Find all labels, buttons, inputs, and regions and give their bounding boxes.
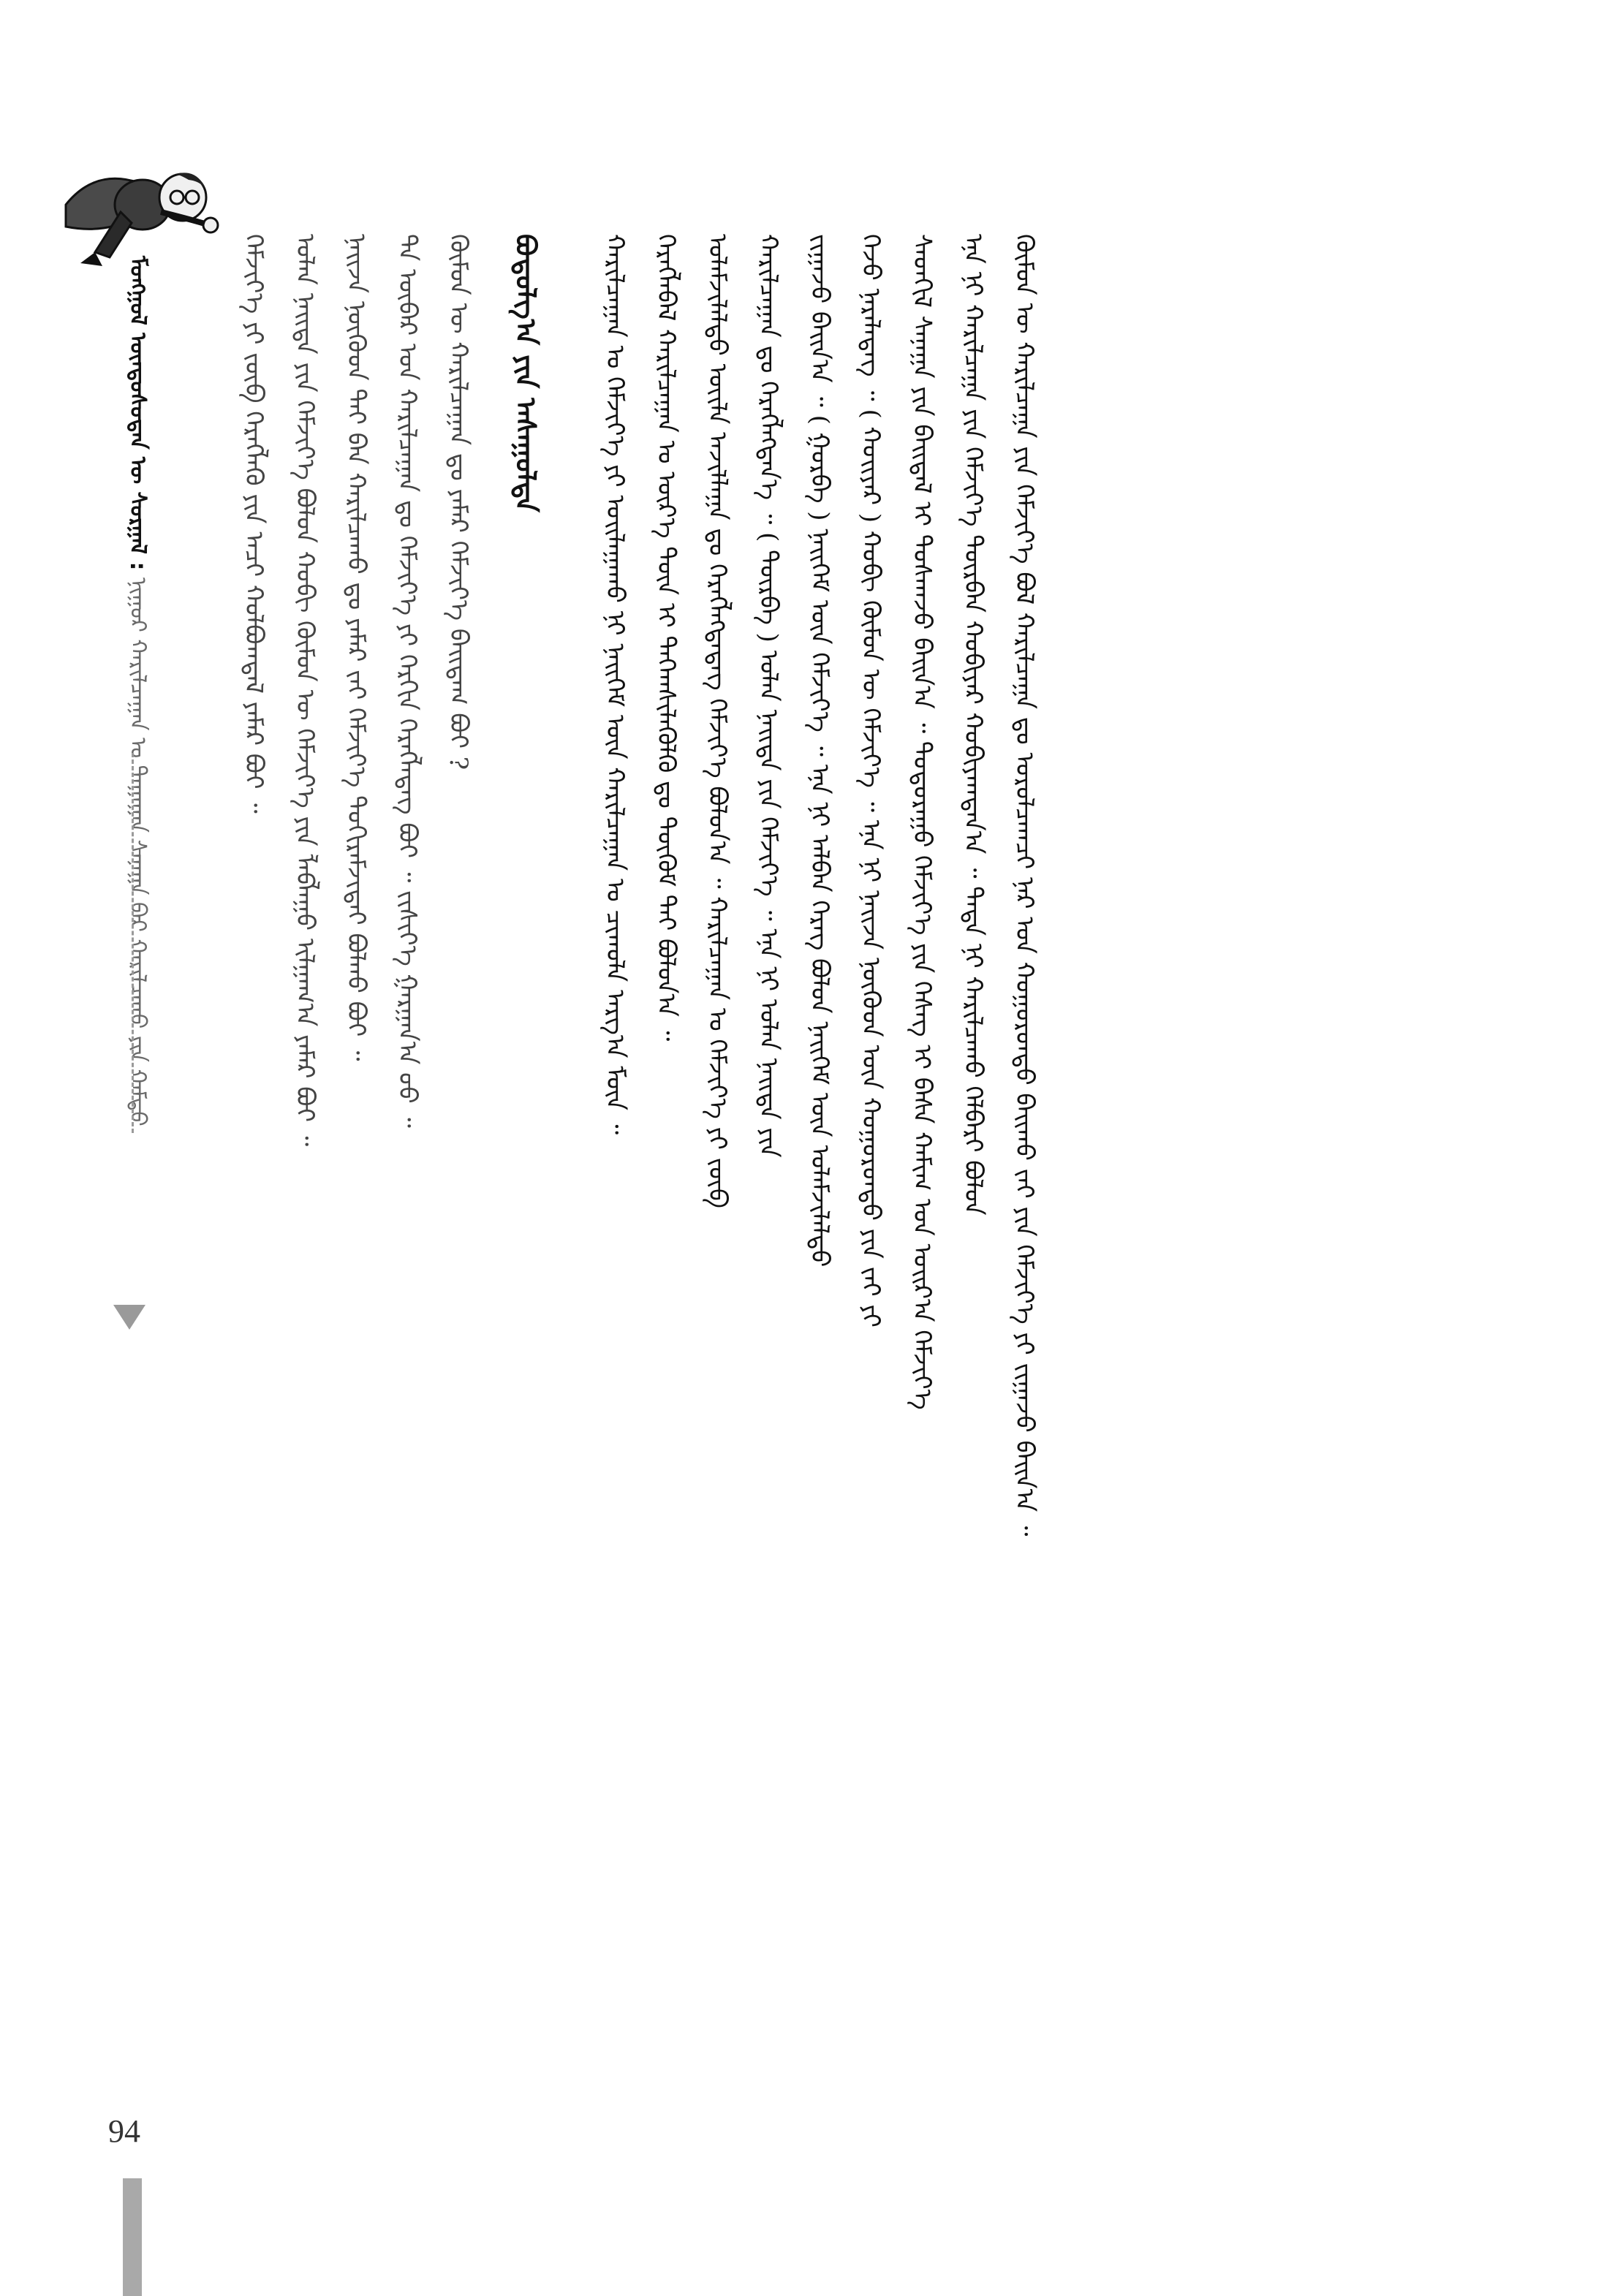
arrow-down-icon xyxy=(113,1305,145,1330)
question-line-3: ᠨᠠᠢᠵᠠ ᠨᠦᠬᠦᠳ ᠲᠡᠢ ᠪᠠᠨ ᠬᠠᠷᠢᠯᠴᠠᠬᠤ ᠳᠤ ᠶᠠᠮᠠᠷ ᠵᠠᠢ ᠬᠡᠮᠵᠢᠶ᠎ᠡ ᠲᠣᠬᠢᠷᠠᠮᠵᠢᠲᠠᠢ ᠪᠣᠯᠬᠤ ᠪᠤᠢ ᠃ xyxy=(341,234,371,1061)
paragraph-line-1: ᠬᠦᠮᠦᠨ ᠦ ᠬᠠᠷᠢᠯᠴᠠᠭᠠ ᠶᠢᠨ ᠬᠡᠮᠵᠢᠶ᠎ᠡ ᠪᠣᠯ ᠬᠠᠷᠢᠯᠴᠠᠭᠠ ᠳᠤ ᠣᠷᠣᠯᠴᠠᠭᠴᠢ ᠨᠠᠷ ᠤᠨ ᠬᠣᠭᠣᠷᠣᠨᠳᠤ ᠪᠠᠢᠬᠤ ᠵᠠᠢ ᠶᠢᠨ ᠬᠡᠮᠵᠢᠶ᠎ᠡ ᠶᠢ ᠵᠢᠭᠠᠵᠤ ᠪᠠᠢᠨ᠎ᠠ ᠃ xyxy=(1010,234,1039,1537)
page-edge-bar xyxy=(123,2178,142,2296)
paragraph-line-3: ᠰᠡᠳᠬᠢᠯ ᠰᠠᠨᠠᠭᠠ ᠶᠢᠨ ᠪᠠᠢᠳᠠᠯ ᠢ ᠲᠤᠰᠬᠠᠵᠤ ᠪᠠᠢᠨ᠎ᠠ ᠃ ᠳᠤᠳᠤᠷᠠᠭᠤ ᠬᠡᠮᠵᠢᠶ᠎ᠡ ᠶᠢᠨ ᠬᠡᠰᠡᠭ ᠢ ᠪᠠᠰᠠ ᠬᠠᠮᠢᠭ ᠤᠨ ᠣᠢᠷ᠎ᠠ ᠬᠡᠮᠵᠢᠶ᠎ᠡ xyxy=(907,234,937,1410)
question-line-5: ᠬᠡᠮᠵᠢᠶ᠎ᠡ ᠶᠢ ᠵᠦᠪ ᠬᠡᠷᠡᠭᠯᠡᠬᠦ ᠶᠢᠨ ᠠᠴᠢ ᠬᠣᠯᠪᠣᠭᠳᠠᠯ ᠶᠠᠮᠠᠷ ᠪᠤᠢ ᠃ xyxy=(239,234,268,814)
paragraph-line-7: ᠤᠯᠠᠮᠵᠢᠯᠠᠯᠲᠤ ᠦᠢᠯᠡ ᠠᠵᠢᠯᠯᠠᠭᠠ ᠳᠤ ᠬᠡᠷᠡᠭᠯᠡᠭᠳᠡᠳᠡᠭ ᠬᠡᠮᠵᠢᠶ᠎ᠡ ᠪᠣᠯᠤᠨ᠎ᠠ ᠃ ᠬᠠᠷᠢᠯᠴᠠᠭᠠᠨ ᠤ ᠬᠡᠮᠵᠢᠶ᠎ᠡ ᠶᠢ ᠵᠦᠪ xyxy=(703,234,732,1208)
paragraph-line-2: ᠡᠨᠡ ᠨᠢ ᠬᠠᠷᠢᠯᠴᠠᠭᠠ ᠶᠢᠨ ᠬᠡᠮᠵᠢᠶ᠎ᠡ ᠳᠦᠷᠪᠡᠨ ᠬᠤᠪᠢᠶᠠᠷ ᠬᠤᠪᠢᠶᠠᠭᠳᠠᠨ᠎ᠠ ᠃ ᠲᠡᠳᠡ ᠨᠢ ᠬᠠᠷᠢᠯᠴᠠᠬᠤ ᠬᠡᠯᠪᠡᠷᠢ ᠪᠣᠯᠤᠨ xyxy=(958,234,988,1216)
header-dashed-line xyxy=(132,753,134,1133)
header-title-bold: ᠮᠣᠩᠭᠣᠯ ᠦᠨᠳᠦᠰᠦᠲᠡᠨ ᠦ ᠰᠤᠷᠭᠠᠯ : xyxy=(125,256,151,571)
running-header xyxy=(102,168,168,1162)
question-line-1: ᠬᠦᠮᠦᠨ ᠦ ᠬᠠᠷᠢᠯᠴᠠᠭᠠᠨ ᠳᠤ ᠶᠠᠮᠠᠷ ᠬᠡᠮᠵᠢᠶ᠎ᠡ ᠪᠠᠢᠳᠠᠭ ᠪᠤᠢ ? xyxy=(444,234,473,770)
main-text-body xyxy=(241,234,1309,2149)
question-line-2: ᠲᠠ ᠥᠪᠡᠷ ᠤᠨ ᠬᠠᠷᠢᠯᠴᠠᠭᠠᠨ ᠳᠤ ᠬᠡᠮᠵᠢᠶ᠎ᠡ ᠶᠢ ᠬᠡᠷᠬᠢᠨ ᠬᠡᠷᠡᠭᠯᠡᠳᠡᠭ ᠪᠤᠢ ᠃ ᠵᠢᠱᠢᠶ᠎ᠡ ᠭᠠᠷᠭᠠᠨ᠎ᠠ ᠤᠤ ᠃ xyxy=(393,234,422,1128)
section-title: ᠪᠣᠳᠤᠯᠭ᠎ᠠ ᠶᠢᠨ ᠠᠰᠠᠭᠤᠯᠲᠠ xyxy=(510,234,542,512)
header-title xyxy=(118,256,157,1126)
paragraph-line-5: ᠵᠢᠭᠠᠵᠤ ᠪᠠᠢᠨ᠎ᠠ ᠃ ( ᠭᠤᠷᠪᠠ ) ᠨᠡᠢᠭᠡᠮ ᠦᠨ ᠬᠡᠮᠵᠢᠶ᠎ᠡ ᠃ ᠡᠨᠡ ᠨᠢ ᠠᠯᠪᠠᠨ ᠬᠡᠷᠡᠭ ᠪᠣᠯᠤᠨ ᠨᠡᠢᠭᠡᠮ ᠦᠨ ᠤᠯᠠᠮᠵᠢᠯᠠᠯᠲᠤ xyxy=(805,234,834,1268)
mascot-illustration xyxy=(51,117,227,278)
paragraph-line-4: ᠭᠡᠵᠦ ᠨᠡᠷᠡᠯᠡᠳᠡᠭ ᠃ ( ᠬᠣᠢᠶᠠᠷ ) ᠬᠤᠪᠢ ᠬᠦᠮᠦᠨ ᠦ ᠬᠡᠮᠵᠢᠶ᠎ᠡ ᠃ ᠡᠨᠡ ᠨᠢ ᠨᠠᠢᠵᠠ ᠨᠦᠬᠦᠳ ᠦᠨ ᠬᠣᠭᠣᠷᠣᠨᠳᠤ ᠶᠢᠨ ᠵᠠᠢ ᠶᠢ xyxy=(856,234,885,1327)
question-line-4: ᠣᠯᠠᠨ ᠨᠡᠢᠲᠡ ᠶᠢᠨ ᠬᠡᠮᠵᠢᠶ᠎ᠡ ᠪᠣᠯᠤᠨ ᠬᠤᠪᠢ ᠬᠦᠮᠦᠨ ᠦ ᠬᠡᠮᠵᠢᠶ᠎ᠡ ᠶᠢᠨ ᠯᠠᠪᠯᠠᠭᠤ ᠢᠯᠭᠠᠭ᠎ᠠ ᠶᠠᠮᠠᠷ ᠪᠤᠢ ᠃ xyxy=(290,234,319,1147)
page-number: 94 xyxy=(108,2113,140,2149)
header-title-rest: ᠨᠢᠭᠤᠷ ᠬᠠᠷᠢᠯᠴᠠᠭᠠᠨ ᠤ ᠳᠠᠭᠠᠭᠠᠨ ᠰᠠᠨᠠᠭᠠ ᠪᠡᠷ ᠬᠠᠷᠢᠯᠴᠠᠬᠤ ᠶᠢᠨ ᠬᠠᠮᠲᠤ xyxy=(125,577,151,1126)
paragraph-line-8: ᠬᠡᠷᠡᠭᠯᠡᠪᠡᠯ ᠬᠠᠷᠢᠯᠴᠠᠭᠠᠨ ᠤ ᠦᠷ᠎ᠡ ᠳᠦᠨ ᠢ ᠳᠡᠭᠡᠭ᠍ᠰᠢᠯᠡᠭᠦᠯᠬᠦ ᠳᠤ ᠳᠥᠬᠦᠮ ᠲᠠᠢ ᠪᠣᠯᠤᠨ᠎ᠠ ᠃ xyxy=(651,234,681,1042)
paragraph-line-6: ᠬᠠᠷᠢᠯᠴᠠᠭᠠᠨ ᠳᠤ ᠬᠡᠷᠡᠭᠯᠡᠭᠳᠡᠨ᠎ᠡ ᠃ ( ᠳᠦᠷᠪᠡ ) ᠣᠯᠠᠨ ᠨᠡᠢᠲᠡ ᠶᠢᠨ ᠬᠡᠮᠵᠢᠶ᠎ᠡ ᠃ ᠡᠨᠡ ᠨᠢ ᠣᠯᠠᠨ ᠨᠡᠢᠲᠡ ᠶᠢᠨ xyxy=(754,234,783,1158)
paragraph-line-9: ᠬᠠᠷᠢᠯᠴᠠᠭᠠᠨ ᠤ ᠬᠡᠮᠵᠢᠶ᠎ᠡ ᠶᠢ ᠣᠢᠯᠠᠭᠠᠬᠤ ᠨᠢ ᠨᠡᠢᠭᠡᠮ ᠦᠨ ᠬᠠᠷᠢᠯᠴᠠᠭᠠᠨ ᠤ ᠴᠢᠬᠤᠯᠠ ᠠᠷᠭ᠎ᠠ ᠮᠥᠨ ᠃ xyxy=(600,234,629,1135)
